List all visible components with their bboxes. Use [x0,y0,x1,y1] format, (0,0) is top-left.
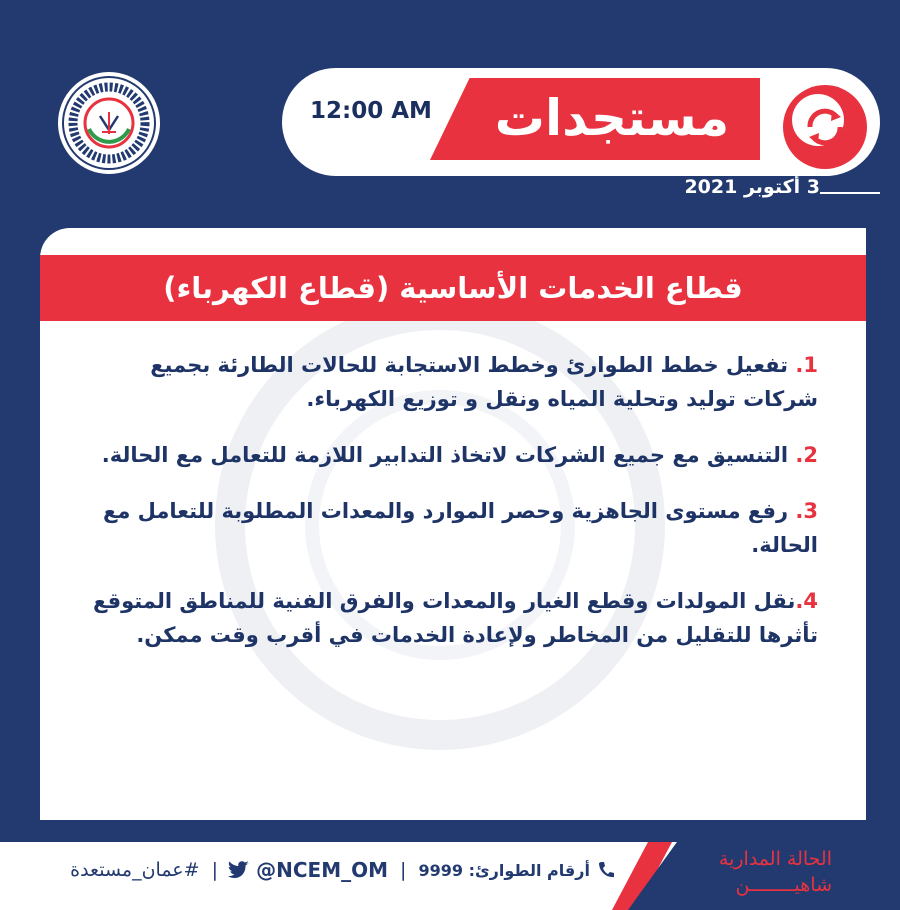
item-text: نقل المولدات وقطع الغيار والمعدات والفرق الفنية للمناطق المتوقع تأثرها للتقليل من المخاطر ولإعادة الخدمات في أقرب وقت ممكن. [93,589,818,647]
list-item [92,584,818,652]
hashtag[interactable]: #عمان_مستعدة [70,859,200,881]
item-text: تفعيل خطط الطوارئ وخطط الاستجابة للحالات الطارئة بجميع شركات توليد وتحلية المياه ونقل و توزيع الكهرباء. [150,353,818,411]
item-text: رفع مستوى الجاهزية وحصر الموارد والمعدات المطلوبة للتعامل مع الحالة. [103,499,818,557]
item-number: 3. [795,499,818,523]
list-item [92,494,818,562]
phone-icon [596,860,616,880]
separator: | [400,859,407,881]
storm-status [690,846,832,898]
item-number: 4. [795,589,818,613]
emergency-number: أرقام الطوارئ: 9999 [418,860,590,880]
page-title: مستجدات [494,89,730,147]
item-number: 2. [795,443,818,467]
item-text: التنسيق مع جميع الشركات لاتخاذ التدابير اللازمة للتعامل مع الحالة. [101,443,796,467]
storm-status-line2: شاهيــــــــن [735,874,832,896]
twitter-handle[interactable]: @NCEM_OM [256,858,388,882]
refresh-icon [776,78,874,176]
footer-contacts [24,858,616,892]
section-title: قطاع الخدمات الأساسية (قطاع الكهرباء) [163,271,743,305]
storm-status-line1: الحالة المدارية [718,848,832,870]
twitter-icon [230,860,250,880]
item-number: 1. [795,353,818,377]
time-label: 12:00 AM [310,98,432,124]
list-item [92,348,818,416]
date-label: 3 أكتوبر 2021 [684,176,820,198]
list-item [92,438,818,472]
ncem-logo [58,72,160,174]
separator: | [211,859,219,881]
measures-list [92,348,818,674]
date-underline [820,192,880,194]
